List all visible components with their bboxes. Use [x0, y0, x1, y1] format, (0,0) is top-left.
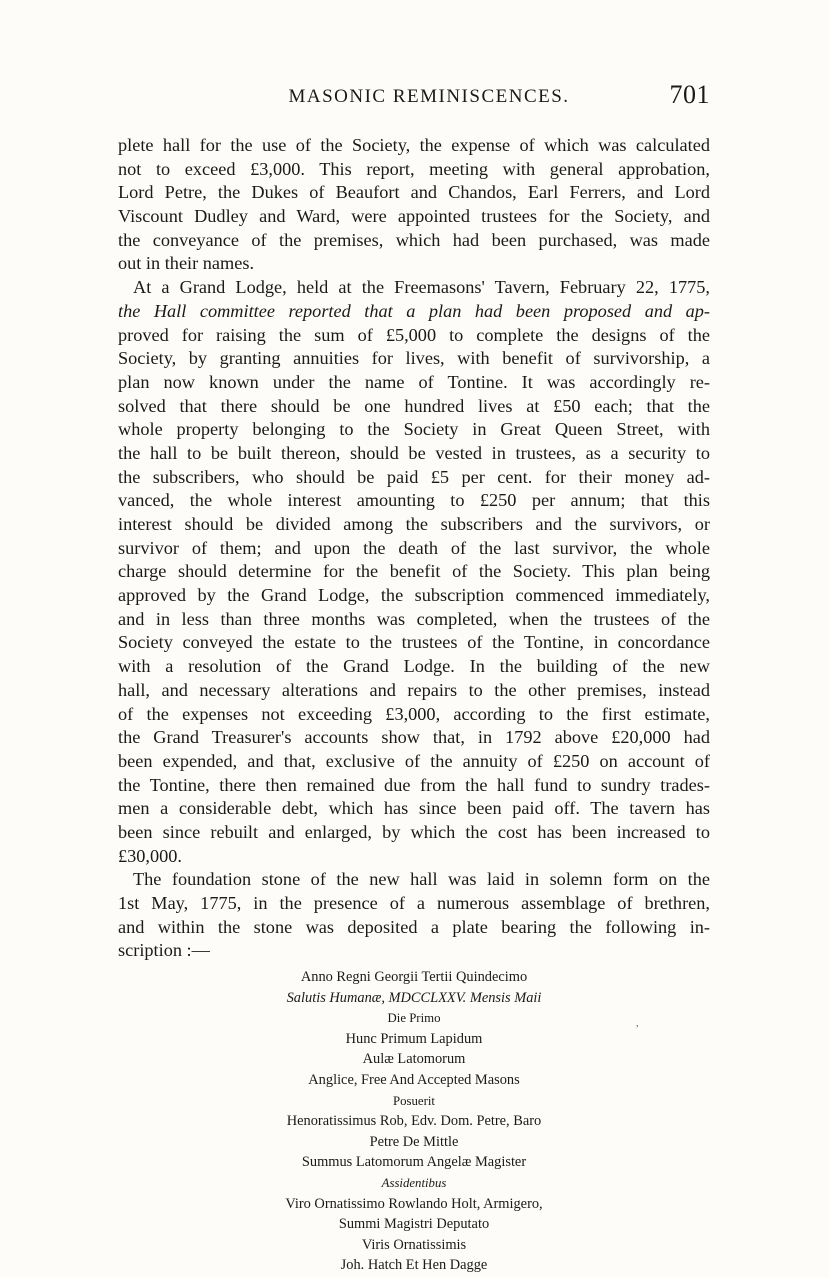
- text-line: solved that there should be one hundred lives at £50 each; that the: [118, 395, 710, 416]
- text-line: 1st May, 1775, in the presence of a numerous assemblage of brethren,: [118, 893, 710, 913]
- text-line: Viscount Dudley and Ward, were appointed trustees for the Society, and: [118, 206, 710, 227]
- text-line: whole property belonging to the Society in Great Queen Street, with: [118, 419, 710, 440]
- text-line: plete hall for the use of the Society, the expense of which was calculated: [118, 135, 710, 155]
- text-line: not to exceed £3,000. This report, meeting with general approbation,: [118, 158, 710, 179]
- inscription-line: Summi Magistri Deputato: [338, 1216, 490, 1233]
- text-line: interest should be divided among the subscribers and the survivors, or: [118, 514, 710, 534]
- inscription-line: Henoratissimus Rob, Edv. Dom. Petre, Baro: [286, 1113, 542, 1130]
- inscription-line: Posuerit: [393, 1093, 435, 1108]
- text-line: the Tontine, there then remained due from the hall fund to sundry trades-: [118, 774, 710, 795]
- text-line: approved by the Grand Lodge, the subscription commenced immediately,: [118, 585, 710, 606]
- text-line: hall, and necessary alterations and repairs to the other premises, instead: [118, 679, 710, 700]
- running-title: MASONIC REMINISCENCES.: [288, 86, 570, 107]
- text-line: survivor of them; and upon the death of the last survivor, the whole: [118, 537, 710, 558]
- text-line: Society conveyed the estate to the trustees of the Tontine, in concordance: [118, 632, 710, 653]
- text-line: the subscribers, who should be paid £5 per cent. for their money ad-: [118, 466, 710, 487]
- text-line: [118, 300, 710, 324]
- inscription-block: [118, 967, 710, 1276]
- text-line: out in their names.: [118, 253, 255, 274]
- text-line: charge should determine for the benefit of the Society. This plan being: [118, 561, 710, 582]
- body-text: [118, 134, 710, 963]
- text-line: men a considerable debt, which has since been paid off. The tavern has: [118, 798, 710, 819]
- inscription-line: Assidentibus: [381, 1175, 447, 1190]
- text-line: The foundation stone of the new hall was laid in solemn form on the: [133, 869, 710, 890]
- text-line: scription :—: [118, 940, 210, 961]
- stray-mark: ,: [636, 1018, 639, 1029]
- inscription-line: Anglice, Free And Accepted Masons: [308, 1071, 520, 1088]
- text-line: been expended, and that, exclusive of the annuity of £250 on account of: [118, 750, 710, 771]
- inscription-line: Summus Latomorum Angelæ Magister: [301, 1154, 527, 1171]
- text-line: vanced, the whole interest amounting to £250 per annum; that this: [118, 490, 710, 511]
- text-line: Lord Petre, the Dukes of Beaufort and Chandos, Earl Ferrers, and Lord: [118, 182, 710, 203]
- text-line-italic: the Hall committee reported that a plan had been proposed and ap-: [118, 300, 710, 321]
- inscription-line: Hunc Primum Lapidum: [345, 1030, 483, 1047]
- inscription-line: Joh. Hatch Et Hen Dagge: [340, 1257, 488, 1274]
- text-line: At a Grand Lodge, held at the Freemasons' Tavern, February 22, 1775,: [133, 277, 710, 298]
- inscription-line: Petre De Mittle: [369, 1133, 459, 1150]
- text-line: the conveyance of the premises, which had been purchased, was made: [118, 229, 710, 250]
- text-line: the Grand Treasurer's accounts show that, in 1792 above £20,000 had: [118, 727, 710, 748]
- text-line: of the expenses not exceeding £3,000, according to the first estimate,: [118, 703, 710, 724]
- text-line: Society, by granting annuities for lives, with benefit of survivorship, a: [118, 348, 710, 369]
- text-line: and within the stone was deposited a plate bearing the following in-: [118, 916, 710, 937]
- text-line: been since rebuilt and enlarged, by which the cost has been increased to: [118, 821, 710, 842]
- text-line: and in less than three months was completed, when the trustees of the: [118, 608, 710, 629]
- inscription-line: Anno Regni Georgii Tertii Quindecimo: [300, 969, 528, 985]
- page-number: 701: [669, 80, 710, 109]
- text-line: £30,000.: [118, 845, 182, 866]
- inscription-line: Aulæ Latomorum: [362, 1051, 466, 1068]
- inscription-line: Viris Ornatissimis: [361, 1236, 467, 1253]
- inscription-line: Salutis Humanæ, MDCCLXXV. Mensis Maii: [286, 989, 542, 1006]
- text-line: the hall to be built thereon, should be vested in trustees, as a security to: [118, 442, 710, 463]
- text-line: proved for raising the sum of £5,000 to complete the designs of the: [118, 324, 710, 345]
- inscription-line: Die Primo: [387, 1011, 441, 1026]
- inscription-line: Viro Ornatissimo Rowlando Holt, Armigero,: [285, 1195, 543, 1212]
- page-header: [118, 80, 710, 116]
- text-line: with a resolution of the Grand Lodge. In the building of the new: [118, 656, 710, 677]
- text-line: plan now known under the name of Tontine. It was accordingly re-: [118, 371, 710, 392]
